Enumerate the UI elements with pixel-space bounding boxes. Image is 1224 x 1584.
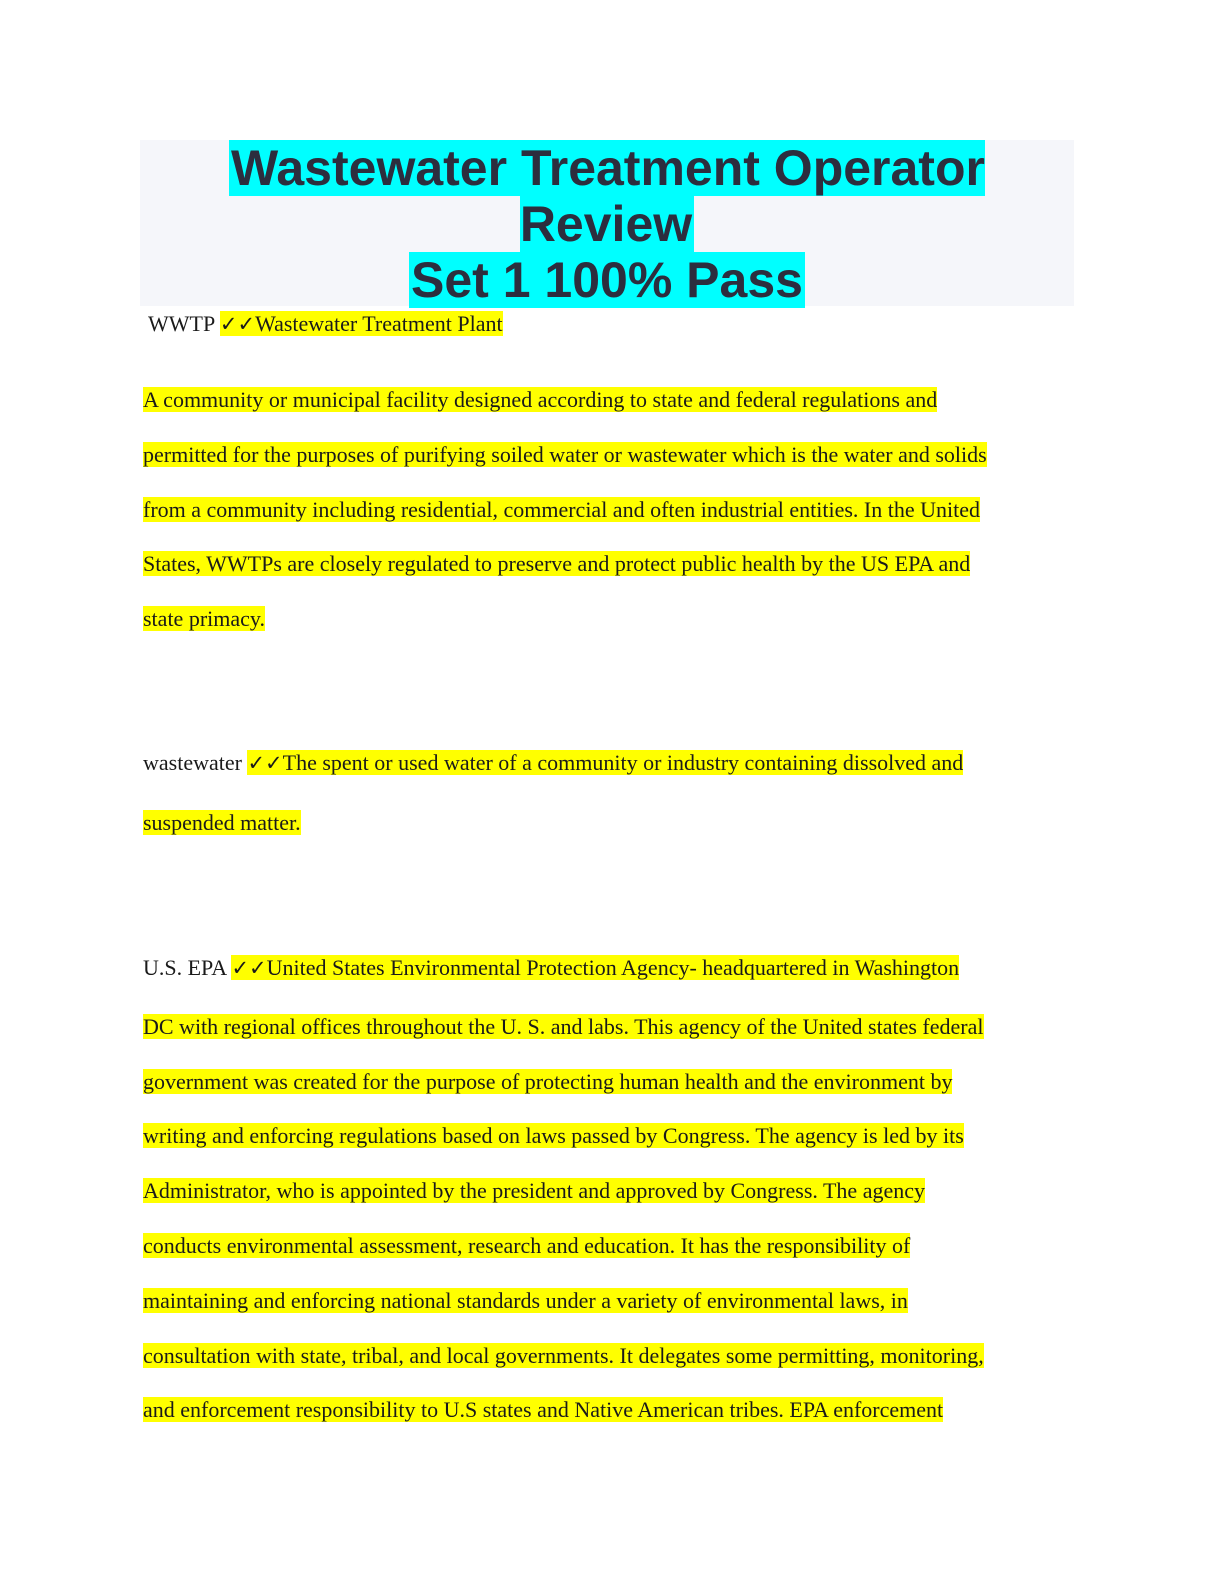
term-wwtp: WWTP	[148, 311, 215, 336]
document-title	[140, 140, 1074, 308]
paragraph-line: permitted for the purposes of purifying soiled water or wastewater which is the water and solids	[143, 442, 987, 467]
definition-continuation: conducts environmental assessment, research and education. It has the responsibility of	[143, 1233, 911, 1258]
definition-continuation: suspended matter.	[143, 810, 301, 835]
term-line-wwtp	[148, 309, 503, 339]
term-wastewater: wastewater	[143, 750, 242, 775]
check-mark-icon: ✓✓	[231, 956, 267, 980]
definition-wwtp: Wastewater Treatment Plant	[255, 311, 503, 336]
check-mark-icon: ✓✓	[219, 312, 256, 336]
definition-continuation: maintaining and enforcing national standards under a variety of environmental laws, in	[143, 1288, 908, 1313]
term-line-us-epa	[143, 953, 959, 983]
term-line-wastewater	[143, 748, 963, 778]
definition-continuation: writing and enforcing regulations based on laws passed by Congress. The agency is led by its	[143, 1123, 964, 1148]
definition-continuation: Administrator, who is appointed by the president and approved by Congress. The agency	[143, 1178, 925, 1203]
paragraph-line: from a community including residential, commercial and often industrial entities. In the United	[143, 497, 980, 522]
title-line-1: Wastewater Treatment Operator Review	[231, 140, 985, 252]
paragraph-line: state primacy.	[143, 606, 265, 631]
title-line-2: Set 1 100% Pass	[411, 252, 803, 308]
title-block	[140, 140, 1074, 306]
paragraph-line: A community or municipal facility designed according to state and federal regulations and	[143, 387, 938, 412]
definition-continuation: government was created for the purpose of protecting human health and the environment by	[143, 1069, 953, 1094]
paragraph-line: States, WWTPs are closely regulated to preserve and protect public health by the US EPA and	[143, 551, 971, 576]
definition-continuation: consultation with state, tribal, and local governments. It delegates some permitting, monitoring,	[143, 1343, 984, 1368]
definition-continuation: and enforcement responsibility to U.S states and Native American tribes. EPA enforcement	[143, 1397, 944, 1422]
check-mark-icon: ✓✓	[247, 751, 283, 775]
definition-continuation: DC with regional offices throughout the U. S. and labs. This agency of the United states federal	[143, 1014, 984, 1039]
definition-us-epa: United States Environmental Protection Agency- headquartered in Washington	[266, 955, 960, 980]
definition-wastewater: The spent or used water of a community or industry containing dissolved and	[282, 750, 964, 775]
term-us-epa: U.S. EPA	[143, 955, 226, 980]
